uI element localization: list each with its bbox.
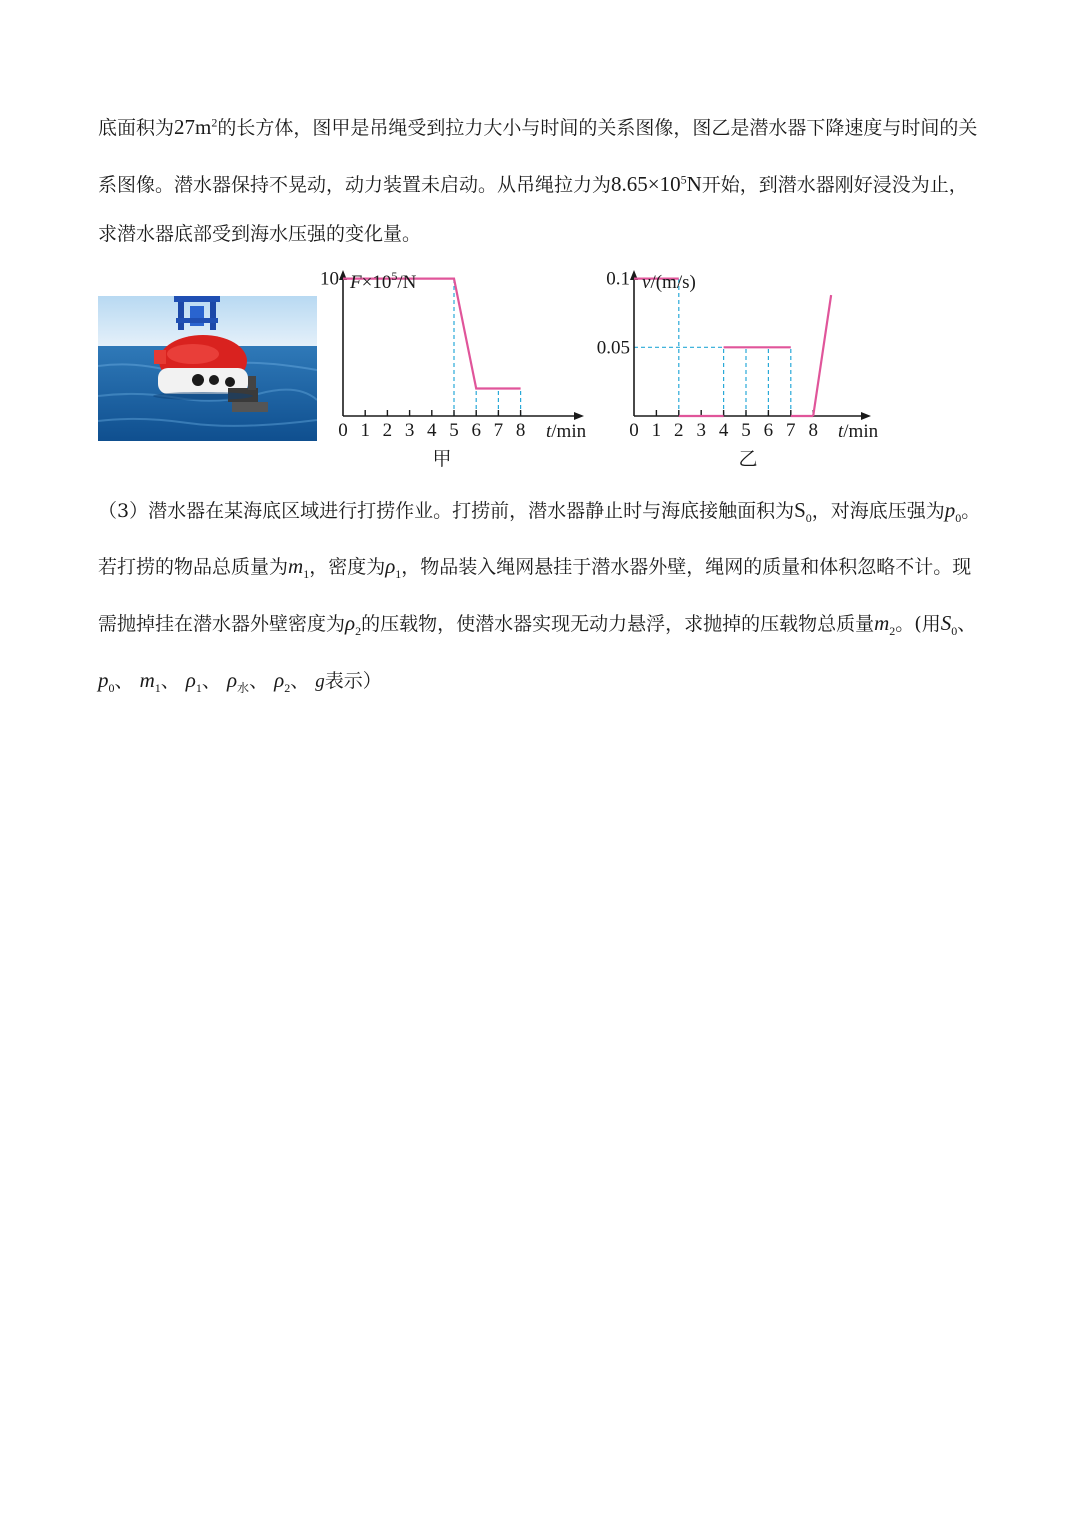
text: 需抛掉挂在潜水器外壁密度为 [98,613,346,635]
text-line-1 [98,113,977,142]
math-sub: 0 [951,623,958,638]
chart-velocity-time [592,262,892,474]
math-symbol: ρ [274,668,285,692]
text: ，物品装入绳网悬挂于潜水器外壁，绳网的质量和体积忽略不计。现 [401,556,972,578]
x-tick-label: 8 [515,420,526,441]
math-symbol: p [98,668,109,692]
x-tick-label: 2 [674,420,684,441]
text: 求潜水器底部受到海水压强的变化量。 [98,223,422,245]
y-tick-labels [597,269,630,359]
math-sub: 1 [303,566,310,581]
x-tick-label: 5 [741,420,751,441]
x-axis-arrow [574,412,584,420]
math-sup: 2 [211,115,218,130]
math-sub: 0 [108,680,115,695]
x-tick-label: 4 [427,420,437,441]
text: 底面积为 [98,117,175,139]
y-tick-labels [320,269,339,290]
x-tick-label: 8 [808,420,818,441]
text: 的长方体，图甲是吊绳受到拉力大小与时间的关系图像，图乙是潜水器下降速度与时间的关 [217,117,978,139]
text-line-7 [98,666,382,696]
x-tick-marks [365,410,520,416]
text: 系图像。潜水器保持不晃动，动力装置未启动。从吊绳拉力为 [98,174,612,196]
math-symbol: m [874,611,890,635]
x-tick-label: 6 [471,420,481,441]
x-tick-label: 3 [696,420,706,441]
math-symbol: g [315,671,325,692]
chart-force-time [312,262,597,474]
separator: 、 [201,670,221,692]
x-tick-label: 7 [493,420,504,441]
x-tick-label: 7 [786,420,796,441]
separator: 、 [290,670,310,692]
math-sub: 2 [889,623,896,638]
y-tick-label: 0.05 [596,337,630,359]
y-tick-label: 0.1 [606,268,630,290]
submarine-photo [98,296,317,441]
text-line-2 [98,170,968,199]
y-axis-label: v/(m/s) [642,272,696,293]
math-sub: 1 [195,680,202,695]
x-tick-label: 5 [449,420,459,441]
text: 的压载物，使潜水器实现无动力悬浮，求抛掉的压载物总质量 [361,613,875,635]
text-line-4 [98,496,980,525]
text-line-5 [98,552,971,581]
x-tick-label: 1 [360,420,370,441]
x-tick-label: 3 [404,420,415,441]
text-line-3 [98,220,421,248]
text: 开始，到潜水器刚好浸没为止， [701,174,968,196]
x-tick-labels [629,420,818,441]
math-area: 27m [174,115,212,139]
math-symbol: S [940,611,952,635]
math-symbol: S [794,498,806,522]
math-unit: N [686,172,702,196]
math-sub: 0 [805,510,812,525]
x-axis-label: t/min [546,421,587,442]
text: ，对海底压强为 [811,500,945,522]
separator: 、 [160,670,180,692]
math-symbol: m [139,668,155,692]
math-sub: 1 [154,680,161,695]
chart-caption: 乙 [738,448,758,470]
y-axis-label: $F\times 10^5/N$ [350,269,417,293]
force-series-line [343,279,521,389]
math-sub: 2 [355,623,362,638]
x-tick-label: 0 [338,420,348,441]
text: 若打捞的物品总质量为 [98,556,289,578]
math-sup: 5 [680,172,687,187]
math-symbol: p [944,498,956,522]
text: 。(用 [895,613,941,635]
x-tick-label: 6 [763,420,774,441]
x-tick-label: 2 [382,420,393,441]
math-symbol: ρ [345,611,356,635]
y-tick-label: 10 [320,268,339,290]
math-sub: 1 [395,566,402,581]
math-sub: 2 [284,680,291,695]
math-symbol: ρ [226,668,238,692]
text: ，密度为 [309,556,386,578]
separator: 、 [249,670,269,692]
text: 、 [957,613,977,635]
math-sub: 水 [237,680,250,695]
math-symbol: ρ [385,554,396,578]
x-axis-arrow [861,412,871,420]
chart-caption: 甲 [432,448,452,470]
guide-lines [454,279,521,416]
math-symbol: ρ [185,668,196,692]
text-line-6 [98,609,976,638]
math-sub: 0 [955,510,962,525]
math-symbol: m [288,554,304,578]
x-tick-label: 0 [629,420,639,441]
x-tick-labels [338,420,525,441]
text: 表示） [324,670,382,692]
separator: 、 [114,670,134,692]
velocity-segment [813,295,831,416]
x-axis-label: t/min [838,421,879,442]
text: （3）潜水器在某海底区域进行打捞作业。打捞前，潜水器静止时与海底接触面积为 [98,500,795,522]
math-force: 8.65×10 [611,172,681,196]
text: 。 [961,500,981,522]
x-tick-label: 4 [718,420,729,441]
x-tick-label: 1 [651,420,662,441]
